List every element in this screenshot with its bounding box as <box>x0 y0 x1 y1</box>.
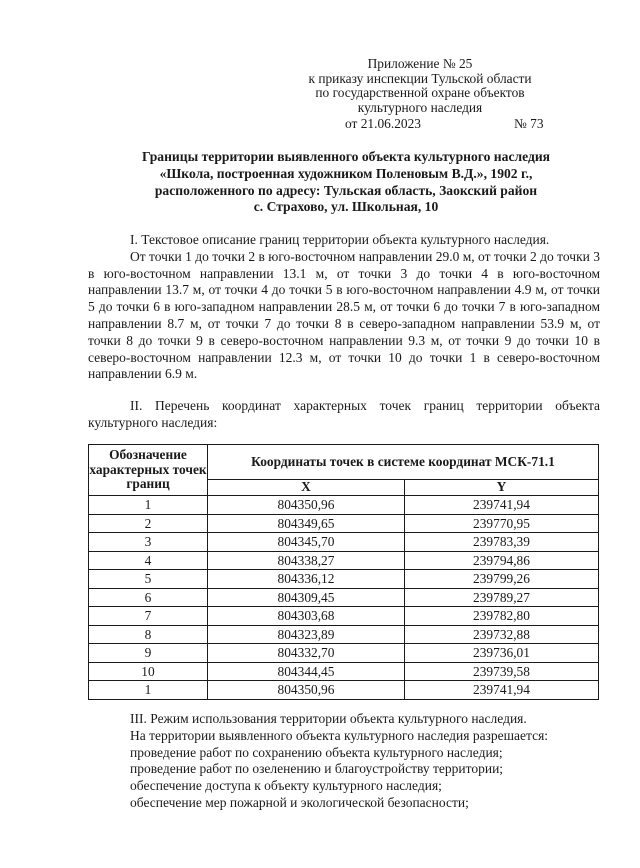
section-1-heading: I. Текстовое описание границ территории объекта культурного наследия. <box>130 232 550 247</box>
table-row <box>89 570 599 589</box>
cell-point: 4 <box>89 551 208 570</box>
header-coordinate-system: Координаты точек в системе координат МСК-71.1 <box>208 445 599 480</box>
section-1-body: От точки 1 до точки 2 в юго-восточном направлении 29.0 м, от точки 2 до точки 3 в юго-восточном направлении 13.1 м, от точки 3 до точки 4 в юго-восточном направлении 13.7 м, от точки 4 до точки 5 в юго-восточном направлении 4.9 м, от точки 5 до точки 6 в юго-западном направлении 28.5 м, от точки 6 до точки 7 в юго-западном направлении 8.7 м, от точки 7 до точки 8 в северо-западном направлении 53.9 м, от точки 8 до точки 9 в северо-восточном направлении 9.3 м, от точки 9 до точки 10 в северо-восточном направлении 12.3 м, от точки 10 до точки 1 в северо-восточном направлении 6.9 м. <box>88 248 600 382</box>
cell-point: 7 <box>89 607 208 626</box>
table-row <box>89 607 599 626</box>
cell-point: 2 <box>89 514 208 533</box>
cell-y: 239741,94 <box>405 496 599 515</box>
cell-y: 239799,26 <box>405 570 599 589</box>
section-2 <box>88 398 600 432</box>
section-3-line: проведение работ по сохранению объекта культурного наследия; <box>130 744 503 760</box>
section-3-line: обеспечение доступа к объекту культурного наследия; <box>130 778 442 794</box>
table-row <box>89 533 599 552</box>
header-point: Обозначение характерных точек границ <box>89 445 208 496</box>
cell-y: 239736,01 <box>405 644 599 663</box>
cell-x: 804323,89 <box>208 625 405 644</box>
title-line-3: расположенного по адресу: Тульская область, Заокский район <box>154 182 538 198</box>
cell-x: 804338,27 <box>208 551 405 570</box>
appendix-line-3: по государственной охране объектов <box>315 85 525 101</box>
cell-point: 10 <box>89 662 208 681</box>
cell-point: 1 <box>89 496 208 515</box>
section-1 <box>88 232 600 383</box>
table-row <box>89 644 599 663</box>
table-row <box>89 662 599 681</box>
cell-x: 804344,45 <box>208 662 405 681</box>
table-row <box>89 514 599 533</box>
table-row <box>89 551 599 570</box>
title-line-1: Границы территории выявленного объекта культурного наследия <box>141 149 551 164</box>
cell-x: 804336,12 <box>208 570 405 589</box>
section-3-line: На территории выявленного объекта культурного наследия разрешается: <box>130 727 549 743</box>
section-3-line: проведение работ по озеленению и благоустройству территории; <box>130 761 504 777</box>
appendix-line-4: культурного наследия <box>357 99 483 115</box>
section-3 <box>88 711 600 812</box>
cell-y: 239732,88 <box>405 625 599 644</box>
cell-y: 239794,86 <box>405 551 599 570</box>
cell-y: 239770,95 <box>405 514 599 533</box>
table-row <box>89 588 599 607</box>
title-line-4: с. Страхово, ул. Школьная, 10 <box>253 199 439 215</box>
table-row <box>89 625 599 644</box>
order-date: от 21.06.2023 <box>345 116 421 131</box>
coordinates-table <box>88 444 599 700</box>
cell-x: 804350,96 <box>208 496 405 515</box>
header-x: X <box>208 480 405 496</box>
header-y: Y <box>405 480 599 496</box>
appendix-line-2: к приказу инспекции Тульской области <box>308 70 532 86</box>
appendix-line-1: Приложение № 25 <box>367 56 473 71</box>
title-line-2: «Школа, построенная художником Поленовым В.Д.», 1902 г., <box>159 165 533 181</box>
cell-x: 804349,65 <box>208 514 405 533</box>
cell-point: 1 <box>89 681 208 700</box>
section-3-heading: III. Режим использования территории объекта культурного наследия. <box>130 711 527 726</box>
cell-point: 9 <box>89 644 208 663</box>
order-number: № 73 <box>514 116 544 131</box>
appendix-block <box>300 57 540 115</box>
document-title <box>90 149 602 216</box>
cell-x: 804345,70 <box>208 533 405 552</box>
cell-y: 239789,27 <box>405 588 599 607</box>
cell-x: 804332,70 <box>208 644 405 663</box>
cell-point: 6 <box>89 588 208 607</box>
cell-x: 804303,68 <box>208 607 405 626</box>
cell-point: 3 <box>89 533 208 552</box>
cell-x: 804309,45 <box>208 588 405 607</box>
cell-y: 239741,94 <box>405 681 599 700</box>
table-row <box>89 681 599 700</box>
cell-point: 5 <box>89 570 208 589</box>
section-3-line: обеспечение мер пожарной и экологической безопасности; <box>130 794 469 810</box>
cell-point: 8 <box>89 625 208 644</box>
section-2-heading: II. Перечень координат характерных точек границ территории объекта культурного наследия: <box>88 398 600 430</box>
cell-y: 239782,80 <box>405 607 599 626</box>
cell-x: 804350,96 <box>208 681 405 700</box>
table-row <box>89 496 599 515</box>
cell-y: 239783,39 <box>405 533 599 552</box>
cell-y: 239739,58 <box>405 662 599 681</box>
